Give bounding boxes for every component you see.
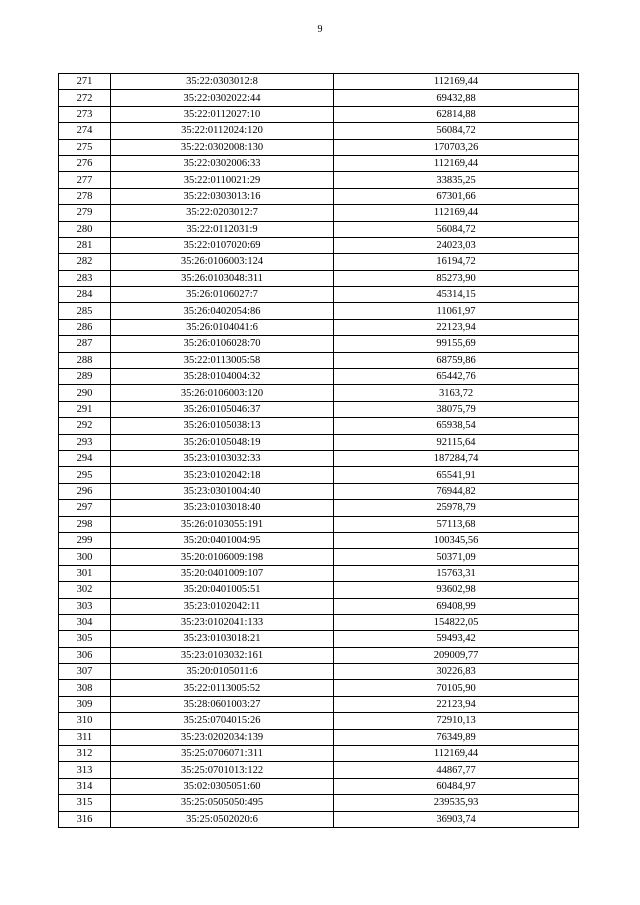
table-row: [59, 696, 579, 712]
cadastral-value-cell: 67301,66: [334, 188, 579, 204]
cadastral-value-cell: 25978,79: [334, 500, 579, 516]
cadastral-number-cell: 35:23:0102042:11: [111, 598, 334, 614]
cadastral-value-cell: 16194,72: [334, 254, 579, 270]
cadastral-value-cell: 38075,79: [334, 401, 579, 417]
table-row: [59, 664, 579, 680]
cadastral-value-cell: 50371,09: [334, 549, 579, 565]
table-row: [59, 352, 579, 368]
cadastral-number-cell: 35:25:0505050:495: [111, 795, 334, 811]
row-number-cell: 314: [59, 778, 111, 794]
cadastral-value-cell: 187284,74: [334, 450, 579, 466]
table-row: [59, 188, 579, 204]
row-number-cell: 273: [59, 106, 111, 122]
row-number-cell: 297: [59, 500, 111, 516]
cadastral-number-cell: 35:26:0106028:70: [111, 336, 334, 352]
table-row: [59, 500, 579, 516]
row-number-cell: 274: [59, 123, 111, 139]
table-row: [59, 172, 579, 188]
row-number-cell: 285: [59, 303, 111, 319]
cadastral-value-cell: 72910,13: [334, 713, 579, 729]
table-row: [59, 532, 579, 548]
cadastral-number-cell: 35:22:0203012:7: [111, 205, 334, 221]
cadastral-value-cell: 170703,26: [334, 139, 579, 155]
cadastral-number-cell: 35:22:0302022:44: [111, 90, 334, 106]
row-number-cell: 277: [59, 172, 111, 188]
cadastral-value-cell: 56084,72: [334, 123, 579, 139]
cadastral-number-cell: 35:23:0103018:40: [111, 500, 334, 516]
cadastral-number-cell: 35:26:0106027:7: [111, 287, 334, 303]
row-number-cell: 298: [59, 516, 111, 532]
cadastral-value-cell: 112169,44: [334, 746, 579, 762]
table-row: [59, 401, 579, 417]
cadastral-value-table: [58, 73, 579, 828]
table-row: [59, 270, 579, 286]
cadastral-value-cell: 3163,72: [334, 385, 579, 401]
cadastral-number-cell: 35:22:0303012:8: [111, 74, 334, 90]
cadastral-value-cell: 154822,05: [334, 614, 579, 630]
table-row: [59, 155, 579, 171]
table-row: [59, 713, 579, 729]
cadastral-number-cell: 35:23:0301004:40: [111, 483, 334, 499]
table-row: [59, 582, 579, 598]
table-row: [59, 418, 579, 434]
table-row: [59, 549, 579, 565]
table-row: [59, 303, 579, 319]
cadastral-number-cell: 35:23:0103018:21: [111, 631, 334, 647]
table-row: [59, 647, 579, 663]
cadastral-value-cell: 33835,25: [334, 172, 579, 188]
cadastral-value-cell: 60484,97: [334, 778, 579, 794]
cadastral-number-cell: 35:25:0706071:311: [111, 746, 334, 762]
table-row: [59, 450, 579, 466]
row-number-cell: 313: [59, 762, 111, 778]
cadastral-value-cell: 112169,44: [334, 205, 579, 221]
row-number-cell: 291: [59, 401, 111, 417]
row-number-cell: 308: [59, 680, 111, 696]
table-row: [59, 237, 579, 253]
cadastral-number-cell: 35:22:0112031:9: [111, 221, 334, 237]
row-number-cell: 299: [59, 532, 111, 548]
row-number-cell: 290: [59, 385, 111, 401]
row-number-cell: 293: [59, 434, 111, 450]
table-row: [59, 729, 579, 745]
cadastral-value-cell: 22123,94: [334, 319, 579, 335]
cadastral-number-cell: 35:28:0601003:27: [111, 696, 334, 712]
row-number-cell: 284: [59, 287, 111, 303]
row-number-cell: 296: [59, 483, 111, 499]
cadastral-number-cell: 35:22:0303013:16: [111, 188, 334, 204]
page-number: 9: [317, 24, 323, 35]
table-row: [59, 483, 579, 499]
cadastral-number-cell: 35:26:0103055:191: [111, 516, 334, 532]
cadastral-number-cell: 35:22:0113005:52: [111, 680, 334, 696]
table-row: [59, 221, 579, 237]
row-number-cell: 286: [59, 319, 111, 335]
cadastral-value-cell: 45314,15: [334, 287, 579, 303]
row-number-cell: 278: [59, 188, 111, 204]
row-number-cell: 279: [59, 205, 111, 221]
table-row: [59, 680, 579, 696]
cadastral-value-cell: 99155,69: [334, 336, 579, 352]
table-row: [59, 631, 579, 647]
cadastral-value-cell: 62814,88: [334, 106, 579, 122]
cadastral-number-cell: 35:22:0113005:58: [111, 352, 334, 368]
row-number-cell: 304: [59, 614, 111, 630]
row-number-cell: 295: [59, 467, 111, 483]
cadastral-value-cell: 36903,74: [334, 811, 579, 827]
row-number-cell: 316: [59, 811, 111, 827]
cadastral-value-cell: 65938,54: [334, 418, 579, 434]
table-row: [59, 516, 579, 532]
cadastral-number-cell: 35:20:0401009:107: [111, 565, 334, 581]
table-row: [59, 385, 579, 401]
cadastral-value-cell: 56084,72: [334, 221, 579, 237]
cadastral-number-cell: 35:22:0302008:130: [111, 139, 334, 155]
cadastral-value-cell: 65541,91: [334, 467, 579, 483]
cadastral-value-cell: 24023,03: [334, 237, 579, 253]
cadastral-value-cell: 69432,88: [334, 90, 579, 106]
row-number-cell: 315: [59, 795, 111, 811]
row-number-cell: 309: [59, 696, 111, 712]
cadastral-number-cell: 35:20:0401004:95: [111, 532, 334, 548]
cadastral-number-cell: 35:23:0103032:33: [111, 450, 334, 466]
row-number-cell: 289: [59, 369, 111, 385]
cadastral-number-cell: 35:28:0104004:32: [111, 369, 334, 385]
cadastral-number-cell: 35:26:0106003:124: [111, 254, 334, 270]
row-number-cell: 300: [59, 549, 111, 565]
cadastral-value-cell: 209009,77: [334, 647, 579, 663]
cadastral-value-cell: 100345,56: [334, 532, 579, 548]
table-row: [59, 254, 579, 270]
cadastral-number-cell: 35:26:0106003:120: [111, 385, 334, 401]
cadastral-value-cell: 68759,86: [334, 352, 579, 368]
table-row: [59, 614, 579, 630]
table-row: [59, 287, 579, 303]
table-row: [59, 139, 579, 155]
table-body: [59, 74, 579, 828]
row-number-cell: 312: [59, 746, 111, 762]
cadastral-number-cell: 35:23:0102041:133: [111, 614, 334, 630]
table-row: [59, 795, 579, 811]
cadastral-number-cell: 35:26:0104041:6: [111, 319, 334, 335]
cadastral-number-cell: 35:20:0105011:6: [111, 664, 334, 680]
cadastral-number-cell: 35:25:0701013:122: [111, 762, 334, 778]
cadastral-number-cell: 35:23:0103032:161: [111, 647, 334, 663]
row-number-cell: 292: [59, 418, 111, 434]
table-row: [59, 811, 579, 827]
cadastral-value-cell: 85273,90: [334, 270, 579, 286]
row-number-cell: 294: [59, 450, 111, 466]
row-number-cell: 283: [59, 270, 111, 286]
row-number-cell: 280: [59, 221, 111, 237]
cadastral-number-cell: 35:26:0103048:311: [111, 270, 334, 286]
row-number-cell: 307: [59, 664, 111, 680]
row-number-cell: 275: [59, 139, 111, 155]
cadastral-number-cell: 35:26:0402054:86: [111, 303, 334, 319]
cadastral-value-cell: 65442,76: [334, 369, 579, 385]
cadastral-value-cell: 76349,89: [334, 729, 579, 745]
row-number-cell: 303: [59, 598, 111, 614]
cadastral-value-cell: 112169,44: [334, 74, 579, 90]
table-row: [59, 778, 579, 794]
table-row: [59, 369, 579, 385]
cadastral-number-cell: 35:02:0305051:60: [111, 778, 334, 794]
cadastral-number-cell: 35:26:0105046:37: [111, 401, 334, 417]
cadastral-number-cell: 35:26:0105038:13: [111, 418, 334, 434]
table-row: [59, 336, 579, 352]
table-row: [59, 434, 579, 450]
table-row: [59, 762, 579, 778]
table-row: [59, 205, 579, 221]
table-row: [59, 746, 579, 762]
cadastral-number-cell: 35:20:0401005:51: [111, 582, 334, 598]
row-number-cell: 272: [59, 90, 111, 106]
cadastral-number-cell: 35:25:0502020:6: [111, 811, 334, 827]
cadastral-number-cell: 35:23:0102042:18: [111, 467, 334, 483]
cadastral-value-cell: 57113,68: [334, 516, 579, 532]
cadastral-number-cell: 35:22:0110021:29: [111, 172, 334, 188]
row-number-cell: 310: [59, 713, 111, 729]
table-row: [59, 319, 579, 335]
cadastral-number-cell: 35:25:0704015:26: [111, 713, 334, 729]
cadastral-value-cell: 70105,90: [334, 680, 579, 696]
cadastral-number-cell: 35:20:0106009:198: [111, 549, 334, 565]
row-number-cell: 311: [59, 729, 111, 745]
row-number-cell: 271: [59, 74, 111, 90]
cadastral-value-cell: 93602,98: [334, 582, 579, 598]
row-number-cell: 301: [59, 565, 111, 581]
cadastral-value-cell: 30226,83: [334, 664, 579, 680]
cadastral-value-cell: 69408,99: [334, 598, 579, 614]
cadastral-number-cell: 35:22:0107020:69: [111, 237, 334, 253]
row-number-cell: 282: [59, 254, 111, 270]
row-number-cell: 281: [59, 237, 111, 253]
cadastral-value-cell: 15763,31: [334, 565, 579, 581]
table-row: [59, 106, 579, 122]
cadastral-value-cell: 11061,97: [334, 303, 579, 319]
cadastral-number-cell: 35:22:0112024:120: [111, 123, 334, 139]
row-number-cell: 302: [59, 582, 111, 598]
table-row: [59, 467, 579, 483]
cadastral-value-cell: 44867,77: [334, 762, 579, 778]
table-row: [59, 74, 579, 90]
cadastral-value-cell: 239535,93: [334, 795, 579, 811]
row-number-cell: 288: [59, 352, 111, 368]
table-row: [59, 598, 579, 614]
table-row: [59, 565, 579, 581]
cadastral-value-cell: 59493,42: [334, 631, 579, 647]
row-number-cell: 287: [59, 336, 111, 352]
row-number-cell: 305: [59, 631, 111, 647]
cadastral-value-cell: 92115,64: [334, 434, 579, 450]
cadastral-value-cell: 76944,82: [334, 483, 579, 499]
cadastral-value-cell: 22123,94: [334, 696, 579, 712]
cadastral-number-cell: 35:23:0202034:139: [111, 729, 334, 745]
cadastral-number-cell: 35:22:0112027:10: [111, 106, 334, 122]
cadastral-value-cell: 112169,44: [334, 155, 579, 171]
cadastral-number-cell: 35:22:0302006:33: [111, 155, 334, 171]
table-row: [59, 123, 579, 139]
cadastral-number-cell: 35:26:0105048:19: [111, 434, 334, 450]
table-row: [59, 90, 579, 106]
row-number-cell: 276: [59, 155, 111, 171]
row-number-cell: 306: [59, 647, 111, 663]
